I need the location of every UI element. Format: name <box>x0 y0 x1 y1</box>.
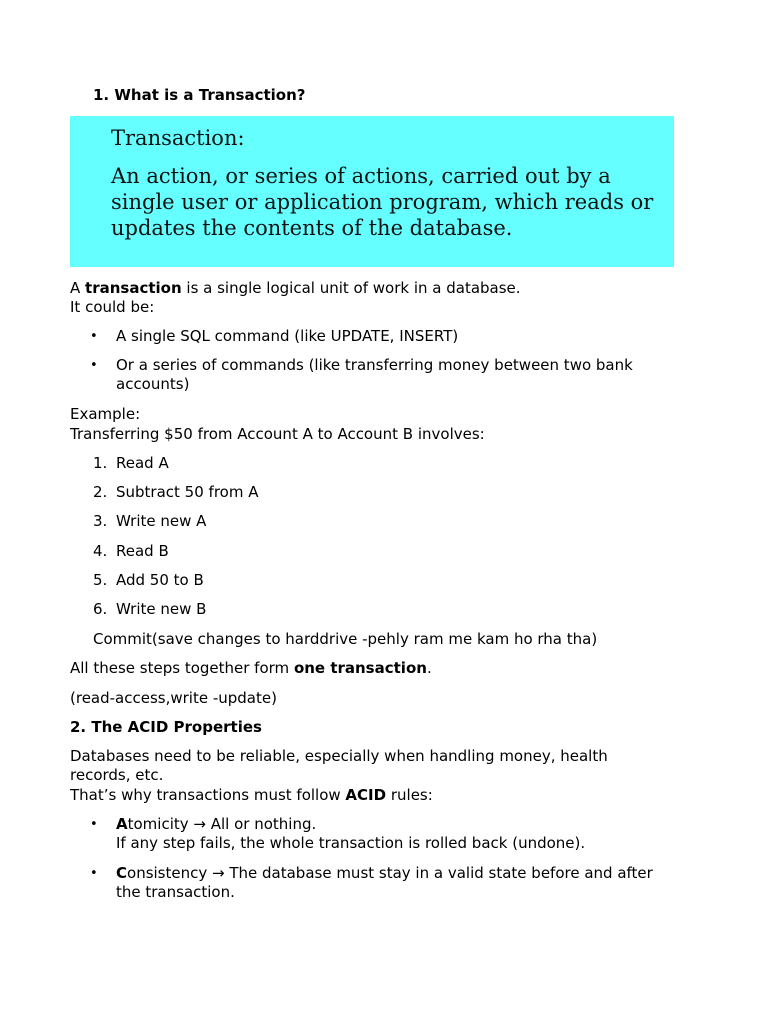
acid-consistency <box>116 864 676 902</box>
acid-atomicity <box>116 815 676 853</box>
step-text: Write new B <box>116 600 207 618</box>
together-bold: one transaction <box>293 659 427 677</box>
list-item: Or a series of commands (like transferring money between two bank accounts) <box>116 356 633 393</box>
definition-callout <box>70 116 674 267</box>
callout-body: An action, or series of actions, carried out by a single user or application program, which reads or updates the contents of the database. <box>111 164 654 240</box>
acid-intro-line2 <box>70 786 433 805</box>
step-text: Subtract 50 from A <box>116 483 259 501</box>
step-text: Read B <box>116 542 169 560</box>
step-number: 3. <box>93 512 108 530</box>
step-text: Write new A <box>116 512 207 530</box>
intro-line2: It could be: <box>70 298 155 316</box>
bullet-dot: • <box>90 866 98 881</box>
step-number: 6. <box>93 600 108 618</box>
list-item: A single SQL command (like UPDATE, INSERT) <box>116 327 459 345</box>
step-text: Read A <box>116 454 169 472</box>
intro-line <box>70 279 521 298</box>
acid-letter: C <box>116 864 128 882</box>
heading-what-is-transaction: 1. What is a Transaction? <box>93 86 306 104</box>
acid-intro-line1: Databases need to be reliable, especially when handling money, health records, etc. <box>70 747 608 784</box>
together-line <box>70 659 432 678</box>
commit-note: Commit(save changes to harddrive -pehly ram me kam ho rha tha) <box>93 630 598 648</box>
together-post: . <box>426 659 432 677</box>
step-number: 1. <box>93 454 108 472</box>
acid-detail: If any step fails, the whole transaction is rolled back (undone). <box>116 834 586 852</box>
step-number: 4. <box>93 542 108 560</box>
bullet-dot: • <box>90 329 98 344</box>
bullet-dot: • <box>90 358 98 373</box>
acid-rest: tomicity → All or nothing. <box>127 815 317 833</box>
intro-post: is a single logical unit of work in a database. <box>181 279 521 297</box>
heading-acid-properties: 2. The ACID Properties <box>70 718 262 736</box>
intro-term: transaction <box>85 279 182 297</box>
step-number: 2. <box>93 483 108 501</box>
example-desc: Transferring $50 from Account A to Account B involves: <box>70 425 485 443</box>
bullet-dot: • <box>90 817 98 832</box>
callout-title: Transaction: <box>111 126 245 150</box>
acid-intro-pre: That’s why transactions must follow <box>70 786 346 804</box>
together-pre: All these steps together form <box>70 659 294 677</box>
acid-intro-bold: ACID <box>345 786 387 804</box>
acid-intro-post: rules: <box>386 786 433 804</box>
acid-rest: onsistency → The database must stay in a valid state before and after the transaction. <box>116 864 653 901</box>
intro-pre: A <box>70 279 86 297</box>
step-text: Add 50 to B <box>116 571 204 589</box>
acid-letter: A <box>116 815 128 833</box>
step-number: 5. <box>93 571 108 589</box>
read-write-note: (read-access,write -update) <box>70 689 277 707</box>
example-label: Example: <box>70 405 141 423</box>
